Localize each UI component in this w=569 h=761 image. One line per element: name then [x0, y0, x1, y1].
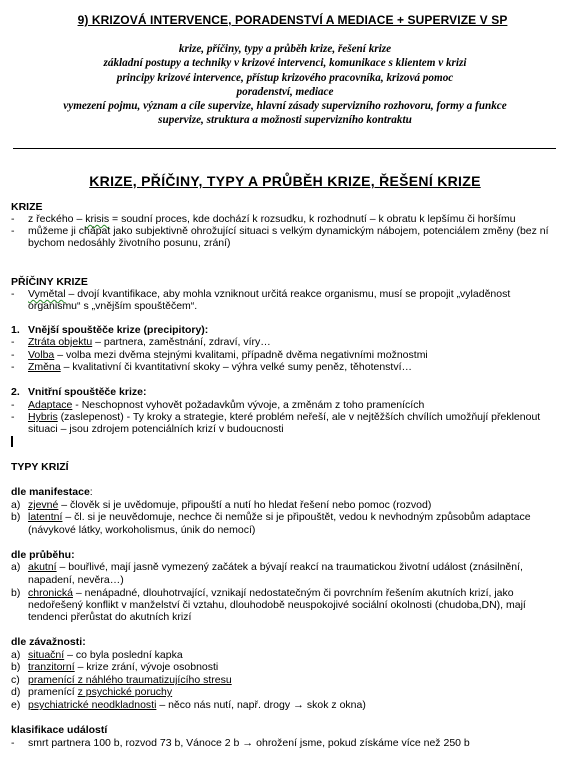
- list-label: a): [11, 499, 21, 511]
- bullet-dash: -: [11, 213, 15, 225]
- bullet-dash: -: [11, 399, 15, 411]
- summary-line: základní postupy a techniky v krizové intervenci, komunikace s klientem v krizi: [103, 57, 467, 70]
- type-item: zjevné – člověk si je uvědomuje, připouští a nutí ho hledat řešení nebo pomoc (rozvod): [28, 499, 432, 511]
- vymetal-item-cont: organismu“ s „vnějším spouštěčem“.: [28, 300, 198, 312]
- type-item: chronická – nenápadné, dlouhotrvající, vznikají nedostatečným či povrchním řešením akutních krizí, jako: [28, 587, 514, 599]
- type-item: latentní – čl. si je neuvědomuje, nechce či nemůže si je připouštět, vedou k nevhodným způsobům adaptace: [28, 511, 531, 523]
- type-item-cont: napadení, nevěra…): [28, 574, 124, 586]
- trigger-item: Ztráta objektu – partnera, zaměstnání, zdraví, víry…: [28, 336, 271, 348]
- bullet-dash: -: [11, 225, 15, 237]
- krize-item-2: můžeme ji chápat jako subjektivně ohrožující situaci s velkým dynamickým nábojem, potenciálem změny (bez ní: [28, 225, 549, 237]
- text-cursor: [11, 436, 13, 447]
- trigger-item: Volba – volba mezi dvěma stejnými kvalitami, případně dvěma negativními možnostmi: [28, 349, 428, 361]
- bullet-dash: -: [11, 361, 15, 373]
- type-item: situační – co byla poslední kapka: [28, 649, 183, 661]
- events-item: smrt partnera 100 b, rozvod 73 b, Vánoce 2 b → ohrožení jsme, pokud získáme více než 250 b: [28, 737, 470, 749]
- manifestation-heading: dle manifestace:: [11, 486, 93, 498]
- typy-heading: TYPY KRIZÍ: [11, 461, 69, 473]
- list-label: a): [11, 561, 21, 573]
- type-item: tranzitorní – krize zrání, vývoje osobnosti: [28, 661, 219, 673]
- type-item: psychiatrické neodkladnosti – něco nás nutí, např. drogy → skok z okna): [28, 699, 366, 711]
- external-triggers-heading: Vnější spouštěče krize (precipitory):: [28, 324, 209, 336]
- type-item-cont: (návykové látky, workoholismus, únik do nemocí): [28, 524, 256, 536]
- arrow-right-icon: →: [293, 699, 304, 711]
- krisis-word: krisis: [85, 213, 110, 225]
- list-label: e): [11, 699, 21, 711]
- severity-heading: dle závažnosti:: [11, 636, 86, 648]
- events-heading: klasifikace událostí: [11, 724, 108, 736]
- list-label: a): [11, 649, 21, 661]
- summary-line: krize, příčiny, typy a průběh krize, řešení krize: [178, 43, 392, 55]
- bullet-dash: -: [11, 288, 15, 300]
- bullet-dash: -: [11, 737, 15, 749]
- vymetal-word: Vymětal: [28, 288, 66, 300]
- trigger-item: Hybris (zaslepenost) - Ty kroky a strategie, které problém neřeší, ale v nejtěžších chvílích umožňují překlenout: [28, 411, 541, 423]
- krize-item-1: z řeckého – krisis = soudní proces, kde dochází k rozsudku, k rozhodnutí – k obratu k lepšímu či horšímu: [28, 213, 516, 225]
- horizontal-rule: [13, 148, 556, 149]
- internal-triggers-heading: Vnitřní spouštěče krize:: [28, 386, 147, 398]
- group-number: 1.: [11, 324, 20, 336]
- list-label: b): [11, 511, 21, 523]
- course-heading: dle průběhu:: [11, 549, 75, 561]
- arrow-right-icon: →: [242, 737, 254, 749]
- summary-line: poradenství, mediace: [236, 85, 334, 98]
- type-item: pramenící z psychické poruchy: [28, 686, 173, 698]
- type-item: pramenící z náhlého traumatizujícího stresu: [28, 674, 232, 686]
- type-item: akutní – bouřlivé, mají jasně vymezený začátek a bývají reakcí na traumatickou životní událost (znásilnění,: [28, 561, 523, 573]
- krize-item-2-cont: bychom nedosáhly životního posunu, zrání): [28, 237, 231, 249]
- trigger-item: Změna – kvalitativní či kvantitativní skoky – výhra velké sumy peněz, těhotenství…: [28, 361, 413, 373]
- summary-line: principy krizové intervence, přístup krizového pracovníka, krizová pomoc: [116, 71, 454, 84]
- summary-line: supervize, struktura a možnosti supervizního kontraktu: [158, 114, 412, 127]
- section-title: KRIZE, PŘÍČINY, TYPY A PRŮBĚH KRIZE, ŘEŠENÍ KRIZE: [89, 173, 481, 189]
- list-label: c): [11, 674, 20, 686]
- type-item-cont: tendenci přerůstat do akutních krizí: [28, 611, 192, 623]
- bullet-dash: -: [11, 336, 15, 348]
- topic-summary: [34, 42, 536, 128]
- list-label: d): [11, 686, 21, 698]
- group-number: 2.: [11, 386, 20, 398]
- trigger-item-cont: situaci – jsou zdrojem potenciálních krizí v budoucnosti: [28, 423, 284, 435]
- krize-heading: KRIZE: [11, 201, 43, 213]
- bullet-dash: -: [11, 349, 15, 361]
- bullet-dash: -: [11, 411, 15, 423]
- vymetal-item: Vymětal – dvojí kvantifikace, aby mohla vzniknout určitá reakce organismu, musí se propojit „vyladěnost: [28, 288, 511, 300]
- list-label: b): [11, 587, 21, 599]
- list-label: b): [11, 661, 21, 673]
- document-title: 9) KRIZOVÁ INTERVENCE, PORADENSTVÍ A MEDIACE + SUPERVIZE V SP: [77, 13, 508, 27]
- priciny-heading: PŘÍČINY KRIZE: [11, 276, 88, 288]
- type-item-cont: nedořešený konflikt v manželství či vztahu, dlouhodobě neuspokojivé sociální okolnosti (chudoba,DN), mají: [28, 599, 526, 611]
- trigger-item: Adaptace - Neschopnost vyhovět požadavkům vývoje, a změnám z toho pramenících: [28, 399, 425, 411]
- summary-line: vymezení pojmu, význam a cíle supervize, hlavní zásady supervizního rozhovoru, formy a funkce: [63, 100, 507, 113]
